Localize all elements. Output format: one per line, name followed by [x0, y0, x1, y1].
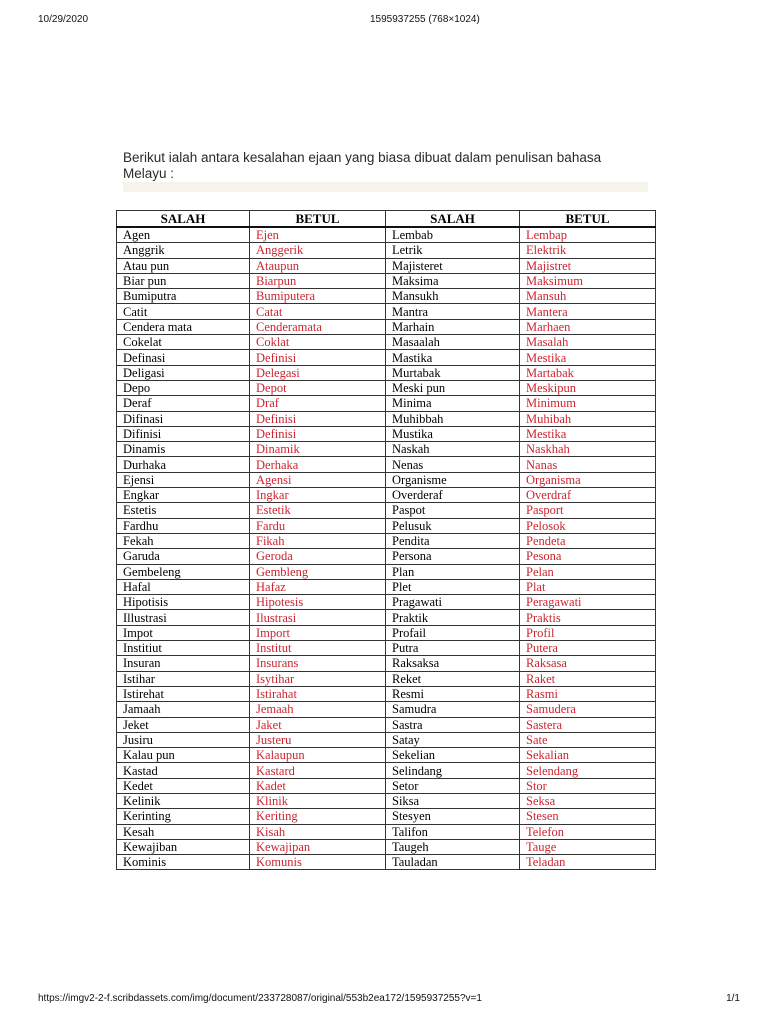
table-row — [117, 610, 656, 625]
cell-betul-2: Pelosok — [520, 518, 656, 533]
cell-betul-1: Catat — [250, 304, 386, 319]
cell-betul-2: Nanas — [520, 457, 656, 472]
cell-betul-1: Draf — [250, 396, 386, 411]
cell-betul-1: Kadet — [250, 778, 386, 793]
cell-salah-1: Dinamis — [117, 442, 250, 457]
table-row — [117, 625, 656, 640]
cell-salah-1: Kelinik — [117, 793, 250, 808]
table-row — [117, 243, 656, 258]
table-row — [117, 702, 656, 717]
cell-betul-1: Fardu — [250, 518, 386, 533]
cell-betul-1: Kastard — [250, 763, 386, 778]
cell-salah-1: Garuda — [117, 549, 250, 564]
table-row — [117, 533, 656, 548]
cell-salah-2: Naskah — [386, 442, 520, 457]
print-date: 10/29/2020 — [38, 14, 89, 25]
cell-salah-1: Atau pun — [117, 258, 250, 273]
cell-betul-1: Estetik — [250, 503, 386, 518]
cell-betul-1: Justeru — [250, 732, 386, 747]
cell-betul-1: Jemaah — [250, 702, 386, 717]
table-row — [117, 748, 656, 763]
table-row — [117, 350, 656, 365]
table-row — [117, 273, 656, 288]
cell-salah-1: Jusiru — [117, 732, 250, 747]
cell-betul-1: Bumiputera — [250, 289, 386, 304]
table-row — [117, 457, 656, 472]
cell-betul-1: Klinik — [250, 793, 386, 808]
table-row — [117, 656, 656, 671]
cell-salah-2: Reket — [386, 671, 520, 686]
cell-betul-1: Istirahat — [250, 686, 386, 701]
cell-betul-2: Teladan — [520, 855, 656, 870]
cell-salah-2: Marhain — [386, 319, 520, 334]
cell-salah-1: Institiut — [117, 641, 250, 656]
cell-salah-2: Plan — [386, 564, 520, 579]
cell-salah-1: Cokelat — [117, 335, 250, 350]
cell-salah-2: Raksaksa — [386, 656, 520, 671]
cell-betul-2: Meskipun — [520, 380, 656, 395]
cell-salah-2: Sastra — [386, 717, 520, 732]
cell-salah-1: Kerinting — [117, 809, 250, 824]
cell-salah-2: Praktik — [386, 610, 520, 625]
table-row — [117, 641, 656, 656]
cell-betul-2: Marhaen — [520, 319, 656, 334]
header-betul-1: BETUL — [250, 211, 386, 228]
table-row — [117, 855, 656, 870]
cell-betul-2: Organisma — [520, 472, 656, 487]
cell-betul-2: Lembap — [520, 227, 656, 243]
cell-salah-2: Lembab — [386, 227, 520, 243]
cell-betul-2: Minimum — [520, 396, 656, 411]
cell-salah-2: Stesyen — [386, 809, 520, 824]
cell-salah-2: Sekelian — [386, 748, 520, 763]
cell-betul-1: Fikah — [250, 533, 386, 548]
cell-salah-2: Pragawati — [386, 595, 520, 610]
cell-betul-1: Jaket — [250, 717, 386, 732]
table-row — [117, 488, 656, 503]
cell-salah-2: Overderaf — [386, 488, 520, 503]
table-row — [117, 335, 656, 350]
cell-salah-1: Gembeleng — [117, 564, 250, 579]
cell-betul-2: Masalah — [520, 335, 656, 350]
cell-betul-2: Maksimum — [520, 273, 656, 288]
table-row — [117, 671, 656, 686]
cell-salah-1: Insuran — [117, 656, 250, 671]
cell-salah-1: Catit — [117, 304, 250, 319]
table-row — [117, 426, 656, 441]
cell-betul-2: Pasport — [520, 503, 656, 518]
cell-betul-1: Derhaka — [250, 457, 386, 472]
cell-salah-1: Cendera mata — [117, 319, 250, 334]
table-row — [117, 686, 656, 701]
print-title: 1595937255 (768×1024) — [370, 14, 480, 25]
cell-salah-2: Talifon — [386, 824, 520, 839]
table-row — [117, 839, 656, 854]
cell-salah-2: Satay — [386, 732, 520, 747]
cell-betul-1: Komunis — [250, 855, 386, 870]
cell-salah-2: Selindang — [386, 763, 520, 778]
table-row — [117, 549, 656, 564]
table-row — [117, 380, 656, 395]
cell-salah-1: Engkar — [117, 488, 250, 503]
table-row — [117, 824, 656, 839]
cell-betul-2: Tauge — [520, 839, 656, 854]
cell-betul-2: Naskhah — [520, 442, 656, 457]
table-row — [117, 289, 656, 304]
cell-betul-1: Biarpun — [250, 273, 386, 288]
cell-betul-2: Pendeta — [520, 533, 656, 548]
cell-betul-2: Raket — [520, 671, 656, 686]
cell-salah-1: Fekah — [117, 533, 250, 548]
cell-betul-1: Definisi — [250, 350, 386, 365]
table-row — [117, 564, 656, 579]
cell-betul-2: Mestika — [520, 426, 656, 441]
cell-salah-1: Difinisi — [117, 426, 250, 441]
cell-salah-2: Mastika — [386, 350, 520, 365]
cell-betul-1: Institut — [250, 641, 386, 656]
spelling-table — [116, 210, 656, 870]
cell-salah-2: Mansukh — [386, 289, 520, 304]
cell-salah-1: Istihar — [117, 671, 250, 686]
cell-salah-2: Paspot — [386, 503, 520, 518]
cell-betul-2: Muhibah — [520, 411, 656, 426]
cell-betul-2: Seksa — [520, 793, 656, 808]
cell-salah-2: Nenas — [386, 457, 520, 472]
table-row — [117, 595, 656, 610]
cell-betul-1: Hafaz — [250, 579, 386, 594]
cell-salah-1: Difinasi — [117, 411, 250, 426]
table-row — [117, 778, 656, 793]
header-salah-1: SALAH — [117, 211, 250, 228]
table-header-row — [117, 211, 656, 228]
table-row — [117, 763, 656, 778]
cell-betul-1: Kewajipan — [250, 839, 386, 854]
table-row — [117, 518, 656, 533]
cell-salah-2: Pelusuk — [386, 518, 520, 533]
cell-salah-1: Bumiputra — [117, 289, 250, 304]
cell-salah-2: Majisteret — [386, 258, 520, 273]
cell-betul-1: Insurans — [250, 656, 386, 671]
page-count: 1/1 — [726, 993, 740, 1004]
table-row — [117, 717, 656, 732]
cell-betul-2: Pesona — [520, 549, 656, 564]
table-row — [117, 304, 656, 319]
cell-salah-1: Impot — [117, 625, 250, 640]
table-row — [117, 319, 656, 334]
cell-salah-2: Tauladan — [386, 855, 520, 870]
cell-betul-1: Ilustrasi — [250, 610, 386, 625]
table-row — [117, 732, 656, 747]
cell-salah-1: Agen — [117, 227, 250, 243]
header-betul-2: BETUL — [520, 211, 656, 228]
cell-betul-2: Praktis — [520, 610, 656, 625]
cell-betul-1: Definisi — [250, 411, 386, 426]
cell-betul-2: Sastera — [520, 717, 656, 732]
table-row — [117, 442, 656, 457]
cell-betul-1: Cenderamata — [250, 319, 386, 334]
cell-betul-2: Telefon — [520, 824, 656, 839]
cell-betul-1: Ingkar — [250, 488, 386, 503]
cell-betul-1: Gembleng — [250, 564, 386, 579]
cell-salah-2: Murtabak — [386, 365, 520, 380]
table-row — [117, 396, 656, 411]
cell-betul-1: Keriting — [250, 809, 386, 824]
cell-betul-1: Anggerik — [250, 243, 386, 258]
cell-betul-2: Raksasa — [520, 656, 656, 671]
cell-salah-2: Muhibbah — [386, 411, 520, 426]
cell-salah-2: Mustika — [386, 426, 520, 441]
cell-salah-1: Kewajiban — [117, 839, 250, 854]
cell-betul-2: Elektrik — [520, 243, 656, 258]
cell-salah-1: Hipotisis — [117, 595, 250, 610]
cell-betul-1: Kisah — [250, 824, 386, 839]
cell-salah-2: Maksima — [386, 273, 520, 288]
cell-betul-2: Majistret — [520, 258, 656, 273]
cell-salah-1: Istirehat — [117, 686, 250, 701]
cell-salah-2: Profail — [386, 625, 520, 640]
faded-line — [123, 182, 648, 192]
cell-salah-1: Kalau pun — [117, 748, 250, 763]
cell-betul-1: Kalaupun — [250, 748, 386, 763]
cell-betul-2: Stesen — [520, 809, 656, 824]
cell-betul-1: Isytihar — [250, 671, 386, 686]
intro-paragraph: Berikut ialah antara kesalahan ejaan yang biasa dibuat dalam penulisan bahasa Melayu : — [123, 150, 602, 181]
cell-salah-2: Resmi — [386, 686, 520, 701]
table-row — [117, 227, 656, 243]
cell-salah-1: Definasi — [117, 350, 250, 365]
cell-betul-2: Martabak — [520, 365, 656, 380]
table-row — [117, 411, 656, 426]
cell-betul-1: Geroda — [250, 549, 386, 564]
cell-salah-2: Samudra — [386, 702, 520, 717]
header-salah-2: SALAH — [386, 211, 520, 228]
cell-betul-2: Mansuh — [520, 289, 656, 304]
cell-salah-2: Taugeh — [386, 839, 520, 854]
cell-salah-1: Deligasi — [117, 365, 250, 380]
cell-betul-1: Coklat — [250, 335, 386, 350]
cell-salah-1: Deraf — [117, 396, 250, 411]
print-url: https://imgv2-2-f.scribdassets.com/img/document/233728087/original/553b2ea172/1595937255?v=1 — [38, 993, 482, 1004]
cell-salah-1: Illustrasi — [117, 610, 250, 625]
cell-betul-1: Depot — [250, 380, 386, 395]
table-row — [117, 472, 656, 487]
cell-salah-2: Meski pun — [386, 380, 520, 395]
cell-salah-1: Estetis — [117, 503, 250, 518]
cell-betul-2: Overdraf — [520, 488, 656, 503]
cell-salah-2: Siksa — [386, 793, 520, 808]
cell-salah-1: Kastad — [117, 763, 250, 778]
cell-salah-2: Minima — [386, 396, 520, 411]
cell-salah-2: Putra — [386, 641, 520, 656]
cell-salah-2: Mantra — [386, 304, 520, 319]
cell-salah-1: Hafal — [117, 579, 250, 594]
cell-betul-2: Sate — [520, 732, 656, 747]
cell-betul-1: Hipotesis — [250, 595, 386, 610]
cell-salah-1: Biar pun — [117, 273, 250, 288]
table-row — [117, 503, 656, 518]
cell-salah-2: Pendita — [386, 533, 520, 548]
cell-salah-1: Fardhu — [117, 518, 250, 533]
cell-betul-1: Ataupun — [250, 258, 386, 273]
cell-betul-2: Mantera — [520, 304, 656, 319]
cell-betul-2: Selendang — [520, 763, 656, 778]
table-row — [117, 258, 656, 273]
table-row — [117, 809, 656, 824]
table-body — [117, 227, 656, 870]
cell-salah-1: Kesah — [117, 824, 250, 839]
cell-betul-1: Ejen — [250, 227, 386, 243]
cell-salah-1: Jamaah — [117, 702, 250, 717]
cell-betul-1: Definisi — [250, 426, 386, 441]
cell-betul-2: Samudera — [520, 702, 656, 717]
table-row — [117, 793, 656, 808]
cell-salah-1: Depo — [117, 380, 250, 395]
table-row — [117, 365, 656, 380]
cell-salah-1: Kominis — [117, 855, 250, 870]
cell-betul-1: Agensi — [250, 472, 386, 487]
cell-betul-2: Rasmi — [520, 686, 656, 701]
cell-betul-2: Stor — [520, 778, 656, 793]
table-row — [117, 579, 656, 594]
cell-salah-2: Setor — [386, 778, 520, 793]
cell-salah-1: Jeket — [117, 717, 250, 732]
cell-salah-1: Ejensi — [117, 472, 250, 487]
cell-betul-2: Mestika — [520, 350, 656, 365]
cell-betul-2: Profil — [520, 625, 656, 640]
cell-betul-1: Dinamik — [250, 442, 386, 457]
cell-betul-2: Plat — [520, 579, 656, 594]
cell-salah-2: Masaalah — [386, 335, 520, 350]
cell-salah-2: Plet — [386, 579, 520, 594]
cell-salah-2: Persona — [386, 549, 520, 564]
cell-betul-2: Pelan — [520, 564, 656, 579]
cell-salah-1: Durhaka — [117, 457, 250, 472]
cell-betul-1: Delegasi — [250, 365, 386, 380]
cell-betul-2: Putera — [520, 641, 656, 656]
cell-salah-1: Kedet — [117, 778, 250, 793]
cell-betul-2: Sekalian — [520, 748, 656, 763]
cell-salah-2: Letrik — [386, 243, 520, 258]
cell-salah-2: Organisme — [386, 472, 520, 487]
cell-salah-1: Anggrik — [117, 243, 250, 258]
cell-betul-2: Peragawati — [520, 595, 656, 610]
cell-betul-1: Import — [250, 625, 386, 640]
